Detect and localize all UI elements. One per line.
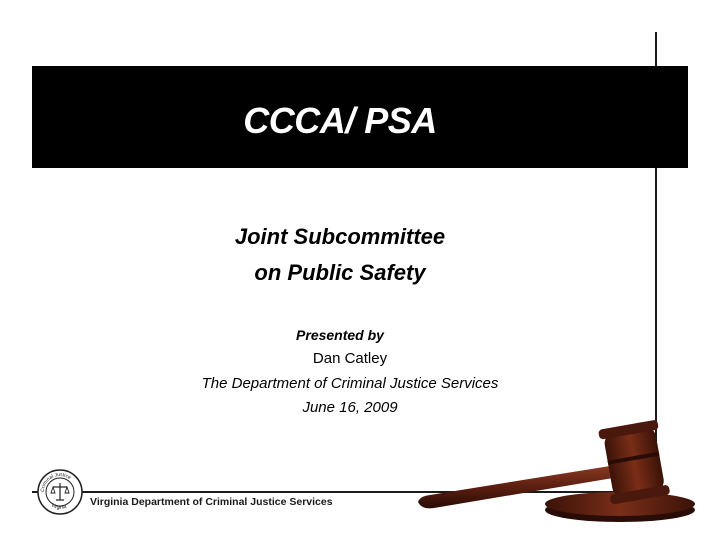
seal-text-top: Criminal Justice bbox=[39, 471, 72, 493]
footer-organization: Virginia Department of Criminal Justice Services bbox=[90, 496, 333, 508]
gavel-icon bbox=[410, 416, 700, 526]
dcjs-seal-icon bbox=[36, 468, 84, 516]
presenter-name: Dan Catley bbox=[312, 350, 388, 367]
presentation-date: June 16, 2009 bbox=[302, 399, 398, 416]
department-name: The Department of Criminal Justice Services bbox=[201, 375, 499, 392]
seal-text-bottom: Virginia bbox=[49, 502, 68, 512]
slide-title: CCCA/ PSA bbox=[243, 100, 437, 141]
subtitle-line-1: Joint Subcommittee bbox=[234, 224, 446, 249]
subtitle-line-2: on Public Safety bbox=[254, 260, 426, 285]
presented-by-label: Presented by bbox=[296, 327, 384, 343]
title-band bbox=[32, 66, 688, 168]
